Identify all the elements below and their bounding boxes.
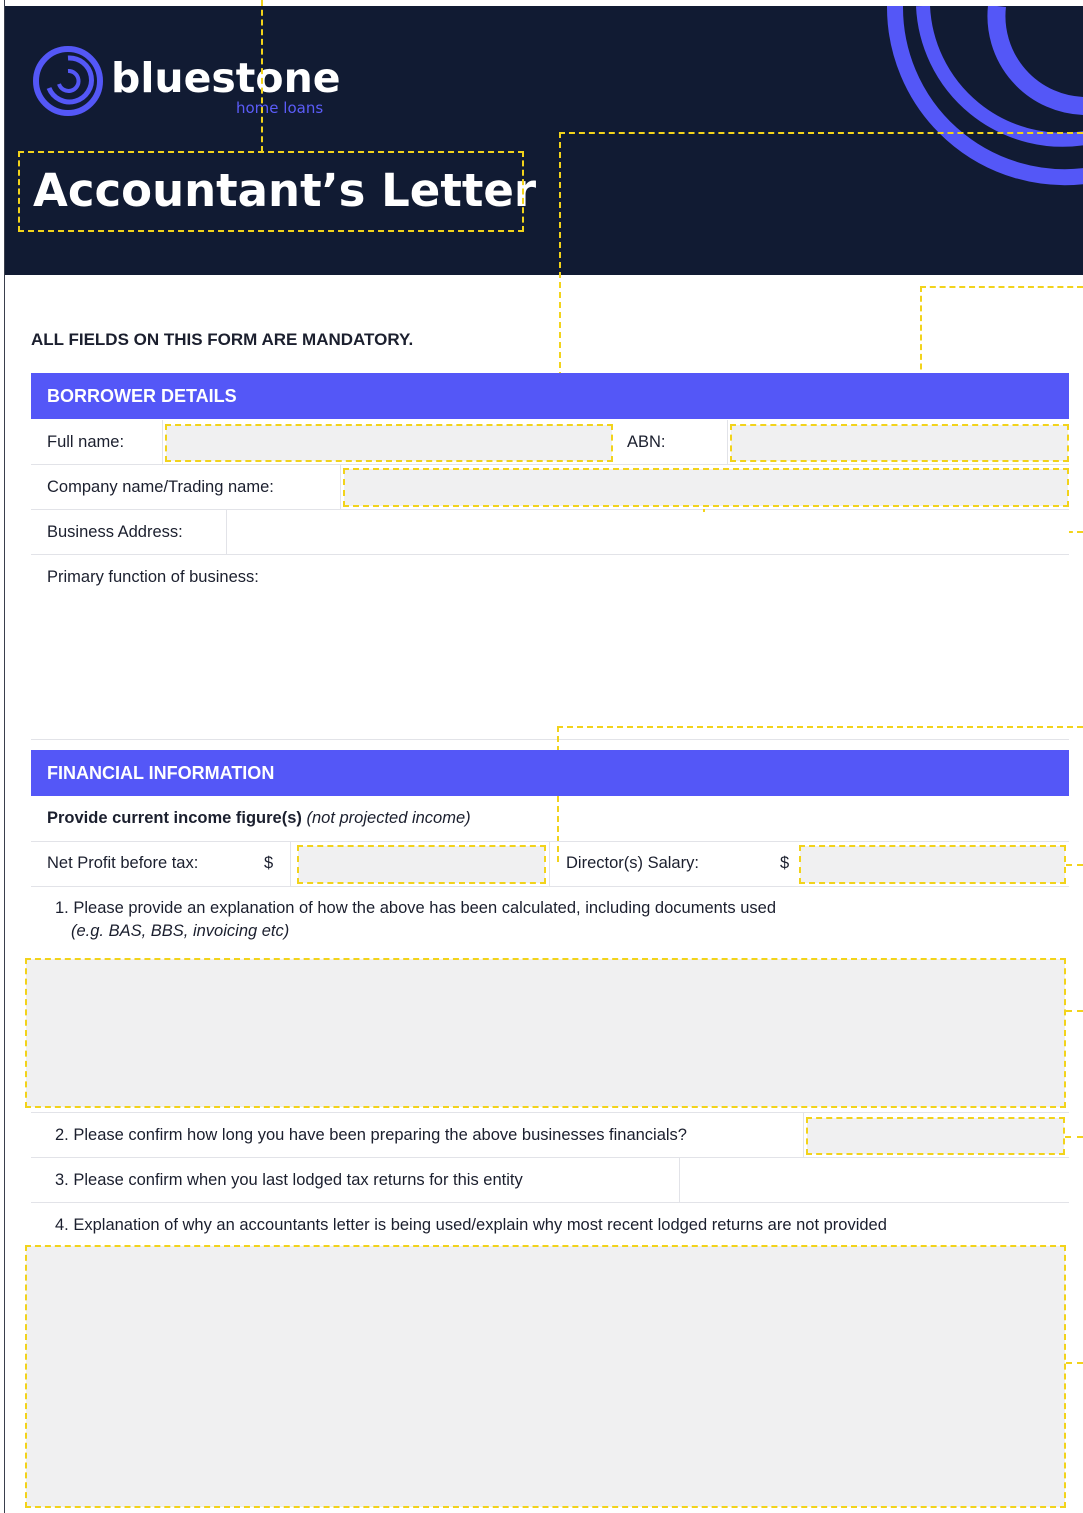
row-divider	[31, 1157, 1069, 1158]
income-prompt	[47, 809, 471, 828]
row-divider	[31, 509, 1069, 510]
annotation-leader	[557, 726, 1083, 728]
business-address-field[interactable]	[227, 512, 1069, 553]
annotation-leader	[1066, 1362, 1083, 1364]
divider	[803, 1113, 804, 1157]
annotation-box-abn	[730, 424, 1069, 462]
primary-function-label: Primary function of business:	[47, 568, 259, 586]
income-prompt-bold: Provide current income figure(s)	[47, 809, 302, 827]
divider	[727, 420, 728, 464]
page-title: Accountant’s Letter	[33, 164, 537, 217]
brand-name: bluestone	[111, 54, 341, 102]
header-banner	[5, 6, 1083, 275]
net-profit-label: Net Profit before tax:	[47, 854, 199, 872]
annotation-box-title	[18, 151, 524, 232]
question-4: 4. Explanation of why an accountants letter is being used/explain why most recent lodged returns are not provided	[55, 1216, 887, 1234]
company-name-label: Company name/Trading name:	[47, 478, 274, 496]
bluestone-logo-icon	[31, 44, 105, 118]
row-divider	[31, 554, 1069, 555]
annotation-leader	[1066, 1010, 1083, 1012]
divider	[340, 465, 341, 509]
question-1: 1. Please provide an explanation of how the above has been calculated, including documents used	[55, 899, 776, 917]
divider	[290, 842, 291, 886]
annotation-box-full-name	[165, 424, 613, 462]
annotation-box-question-2	[806, 1117, 1065, 1155]
section-heading-financial: FINANCIAL INFORMATION	[31, 750, 1069, 796]
annotation-leader	[920, 286, 1083, 288]
mandatory-notice: ALL FIELDS ON THIS FORM ARE MANDATORY.	[31, 330, 414, 349]
director-salary-currency: $	[780, 854, 790, 872]
income-prompt-italic: (not projected income)	[306, 809, 471, 827]
annotation-box-question-1	[25, 958, 1066, 1108]
row-divider	[31, 841, 1069, 842]
question-1-example: (e.g. BAS, BBS, invoicing etc)	[71, 922, 290, 940]
row-divider	[31, 1112, 1069, 1113]
annotation-leader	[261, 0, 263, 152]
net-profit-currency: $	[264, 854, 274, 872]
annotation-box-director-salary	[799, 845, 1066, 884]
section-heading-borrower: BORROWER DETAILS	[31, 373, 1069, 419]
question-3: 3. Please confirm when you last lodged tax returns for this entity	[55, 1171, 523, 1189]
question-3-answer-field[interactable]	[680, 1160, 1069, 1201]
row-divider	[31, 1202, 1069, 1203]
brand-subtitle: home loans	[236, 99, 324, 117]
question-2: 2. Please confirm how long you have been preparing the above businesses financials?	[55, 1126, 687, 1144]
row-divider	[31, 886, 1069, 887]
decorative-arcs-icon	[875, 6, 1083, 206]
director-salary-label: Director(s) Salary:	[566, 854, 699, 872]
primary-function-field[interactable]	[31, 590, 1069, 737]
divider	[549, 842, 550, 886]
annotation-leader	[559, 132, 1083, 134]
full-name-label: Full name:	[47, 433, 125, 451]
annotation-leader	[1065, 1136, 1083, 1138]
annotation-leader	[1066, 864, 1083, 866]
annotation-box-question-4	[25, 1245, 1066, 1508]
annotation-box-net-profit	[297, 845, 546, 884]
abn-label: ABN:	[627, 433, 666, 451]
divider	[162, 420, 163, 464]
business-address-label: Business Address:	[47, 523, 183, 541]
annotation-box-company	[343, 468, 1069, 507]
row-divider	[31, 464, 1069, 465]
row-divider	[31, 739, 1069, 740]
